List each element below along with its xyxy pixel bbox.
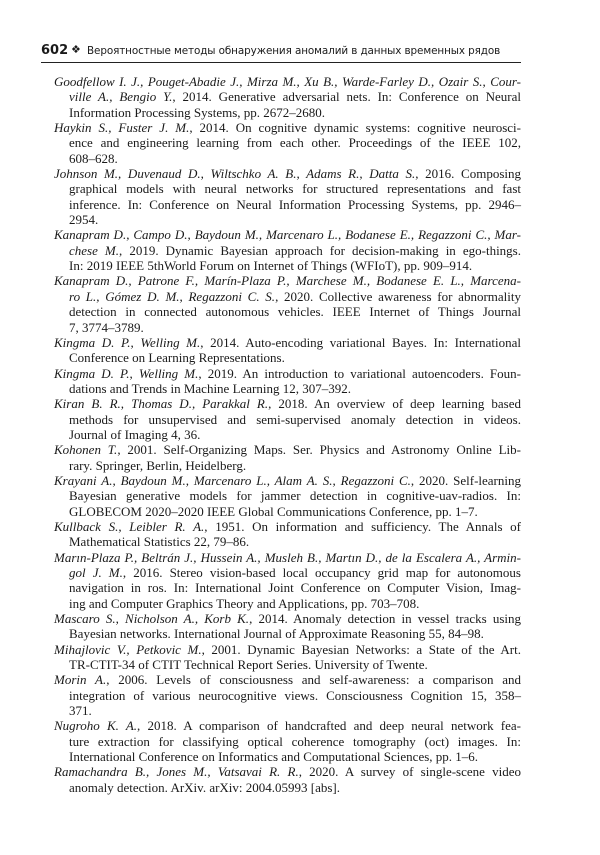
reference-authors: Kohonen T. [54, 442, 118, 458]
reference-text: , 2006. Levels of consciousness and self-awareness: a comparison and [106, 672, 521, 688]
reference-line [54, 350, 521, 365]
reference-text: TR-CTIT-34 of CTIT Technical Report Series. University of Twente. [69, 657, 428, 673]
reference-line [54, 181, 521, 196]
reference-line [54, 151, 521, 166]
page-number: 602 [41, 43, 69, 58]
reference-line [54, 534, 521, 549]
reference-line [54, 304, 521, 319]
reference-text: , 2018. A comparison of handcrafted and deep neural network fea- [137, 718, 522, 734]
reference-authors: Morin A. [54, 672, 107, 688]
reference-entry [54, 642, 521, 673]
reference-line [54, 596, 521, 611]
reference-text: , 2020. Collective awareness for abnormality [275, 288, 521, 304]
reference-line [54, 611, 521, 626]
reference-line [54, 703, 521, 718]
reference-authors: Kanapram D., Patrone F., Marín-Plaza P., Marchese M., Bodanese E. L., Marcena- [54, 273, 521, 289]
reference-authors: Nugroho K. A. [54, 718, 138, 734]
reference-text: , 2020. Self-learning [410, 472, 521, 488]
reference-text: Mathematical Statistics 22, 79–86. [69, 534, 250, 550]
reference-text: navigation in ros. In: International Joint Conference on Computer Vision, Imag- [69, 580, 521, 596]
reference-line [54, 657, 521, 672]
reference-authors: gol J. M. [69, 565, 123, 580]
reference-line [54, 519, 521, 534]
reference-text: integration of various neurocognitive views. Consciousness Cognition 15, 358– [69, 687, 521, 703]
reference-list [54, 74, 521, 795]
reference-authors: Kingma D. P., Welling M. [54, 334, 201, 350]
reference-authors: Marın-Plaza P., Beltrán J., Hussein A., Musleh B., Martın D., de la Escalera A., Armin- [54, 549, 521, 565]
reference-authors: Ramachandra B., Jones M., Vatsavai R. R. [54, 764, 299, 780]
reference-text: , 2014. On cognitive dynamic systems: cognitive neurosci- [189, 120, 521, 136]
reference-text: rary. Springer, Berlin, Heidelberg. [69, 457, 247, 473]
reference-text: , 2019. An introduction to variational autoencoders. Foun- [198, 365, 521, 381]
reference-entry [54, 166, 521, 227]
reference-text: , 2018. An overview of deep learning based [268, 396, 521, 412]
reference-line [54, 642, 521, 657]
reference-authors: Goodfellow I. J., Pouget-Abadie J., Mirza M., Xu B., Warde-Farley D., Ozair S., Cour- [54, 74, 521, 89]
reference-text: ture extraction for classifying optical coherence tomography (oct) images. In: [69, 733, 521, 749]
reference-line [54, 120, 521, 135]
reference-text: Journal of Imaging 4, 36. [69, 426, 201, 442]
reference-line [54, 734, 521, 749]
reference-line [54, 412, 521, 427]
reference-line [54, 89, 521, 104]
reference-line [54, 381, 521, 396]
reference-text: , 2014. Anomaly detection in vessel tracks using [249, 611, 521, 627]
reference-text: , 2014. Auto-encoding variational Bayes. In: International [200, 334, 521, 350]
reference-line [54, 320, 521, 335]
reference-line [54, 366, 521, 381]
reference-authors: Kiran B. R., Thomas D., Parakkal R. [54, 396, 269, 412]
reference-line [54, 672, 521, 687]
reference-entry [54, 764, 521, 795]
reference-line [54, 458, 521, 473]
reference-line [54, 197, 521, 212]
reference-text: Information Processing Systems, pp. 2672–2680. [69, 104, 326, 120]
reference-text: , 2019. Dynamic Bayesian approach for decision-making in ego-things. [119, 242, 521, 258]
reference-authors: Kullback S., Leibler R. A. [54, 518, 205, 534]
reference-text: International Conference on Informatics and Computational Sciences, pp. 1–6. [69, 749, 479, 765]
reference-text: detection in connected autonomous vehicles. IEEE Internet of Things Journal [69, 304, 521, 320]
reference-authors: Kanapram D., Campo D., Baydoun M., Marcenaro L., Bodanese E., Regazzoni C., Mar- [54, 227, 521, 243]
reference-text: , 2016. Stereo vision-based local occupancy grid map for autonomous [122, 565, 521, 580]
reference-text: In: 2019 IEEE 5thWorld Forum on Internet of Things (WFIoT), pp. 909–914. [69, 258, 473, 274]
reference-line [54, 105, 521, 120]
reference-line [54, 504, 521, 519]
reference-entry [54, 442, 521, 473]
reference-line [54, 565, 521, 580]
reference-entry [54, 718, 521, 764]
reference-text: ence and engineering learning from each other. Proceedings of the IEEE 102, [69, 135, 521, 151]
reference-text: , 2001. Dynamic Bayesian Networks: a State of the Art. [201, 641, 521, 657]
reference-text: methods for unsupervised and semi-supervised anomaly detection in videos. [69, 411, 521, 427]
reference-text: ing and Computer Graphics Theory and Applications, pp. 703–708. [69, 595, 420, 611]
reference-line [54, 258, 521, 273]
reference-authors: Haykin S., Fuster J. M. [54, 120, 190, 136]
reference-line [54, 243, 521, 258]
reference-text: Bayesian generative models for jammer detection in cognitive-uav-radios. In: [69, 488, 521, 504]
reference-entry [54, 366, 521, 397]
reference-line [54, 74, 521, 89]
reference-entry [54, 74, 521, 120]
running-title: Вероятностные методы обнаружения аномалий в данных временных рядов [87, 45, 501, 57]
reference-entry [54, 611, 521, 642]
reference-entry [54, 473, 521, 519]
reference-line [54, 718, 521, 733]
reference-text: 371. [69, 703, 92, 719]
reference-text: , 2014. Generative adversarial nets. In: Conference on Neural [172, 89, 522, 105]
reference-line [54, 227, 521, 242]
reference-text: anomaly detection. ArXiv. arXiv: 2004.05993 [abs]. [69, 779, 341, 795]
reference-line [54, 135, 521, 150]
reference-text: , 2001. Self-Organizing Maps. Ser. Physics and Astronomy Online Lib- [117, 442, 521, 458]
reference-text: Conference on Learning Representations. [69, 350, 285, 366]
reference-line [54, 473, 521, 488]
reference-authors: Mascaro S., Nicholson A., Korb K. [54, 611, 250, 627]
reference-line [54, 212, 521, 227]
reference-entry [54, 672, 521, 718]
reference-authors: Kingma D. P., Welling M. [54, 365, 199, 381]
reference-line [54, 166, 521, 181]
running-header [41, 42, 521, 63]
reference-line [54, 442, 521, 457]
reference-line [54, 273, 521, 288]
reference-line [54, 764, 521, 779]
reference-text: 7, 3774–3789. [69, 319, 144, 335]
reference-entry [54, 273, 521, 334]
reference-authors: Krayani A., Baydoun M., Marcenaro L., Alam A. S., Regazzoni C. [54, 472, 411, 488]
reference-entry [54, 120, 521, 166]
reference-authors: Johnson M., Duvenaud D., Wiltschko A. B., Adams R., Datta S. [54, 166, 416, 182]
reference-line [54, 335, 521, 350]
reference-text: graphical models with neural networks for structured representations and fast [69, 181, 521, 197]
reference-text: , 2016. Composing [415, 166, 521, 182]
reference-text: , 1951. On information and sufficiency. The Annals of [204, 518, 521, 534]
reference-authors: ro L., Gómez D. M., Regazzoni C. S. [69, 288, 276, 304]
reference-entry [54, 396, 521, 442]
reference-line [54, 626, 521, 641]
reference-text: dations and Trends in Machine Learning 12, 307–392. [69, 380, 351, 396]
reference-entry [54, 519, 521, 550]
reference-line [54, 749, 521, 764]
reference-text: , 2020. A survey of single-scene video [298, 764, 522, 780]
reference-entry [54, 335, 521, 366]
reference-line [54, 580, 521, 595]
reference-text: 2954. [69, 212, 99, 228]
reference-line [54, 550, 521, 565]
reference-line [54, 780, 521, 795]
reference-entry [54, 227, 521, 273]
reference-entry [54, 550, 521, 611]
reference-authors: chese M. [69, 242, 120, 258]
ornament-icon: ❖ [71, 43, 81, 56]
reference-text: Bayesian networks. International Journal of Approximate Reasoning 55, 84–98. [69, 626, 484, 642]
reference-line [54, 488, 521, 503]
reference-line [54, 427, 521, 442]
reference-text: inference. In: Conference on Neural Information Processing Systems, pp. 2946– [69, 196, 521, 212]
reference-authors: ville A., Bengio Y. [69, 89, 173, 105]
reference-text: GLOBECOM 2020–2020 IEEE Global Communications Conference, pp. 1–7. [69, 503, 478, 519]
reference-line [54, 688, 521, 703]
reference-authors: Mihajlovic V., Petkovic M. [54, 641, 202, 657]
reference-line [54, 396, 521, 411]
reference-line [54, 289, 521, 304]
reference-text: 608–628. [69, 150, 118, 166]
